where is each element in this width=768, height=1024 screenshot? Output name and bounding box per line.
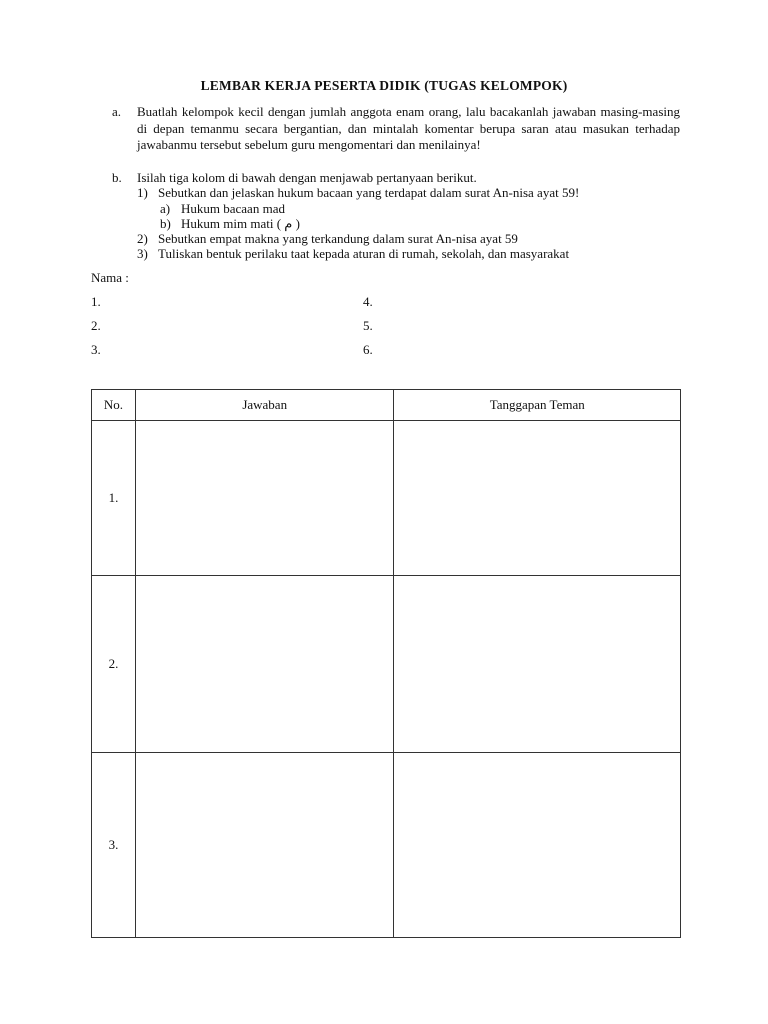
- question-1-sub-a: [160, 201, 285, 217]
- sub-text: Hukum mim mati ( م ): [181, 216, 300, 231]
- question-2: [137, 231, 518, 247]
- question-number: 1): [137, 185, 148, 200]
- row-number: 2.: [92, 576, 136, 753]
- sub-text: Hukum bacaan mad: [181, 201, 285, 216]
- column-header-jawaban: Jawaban: [135, 390, 394, 421]
- member-slot-3[interactable]: 3.: [91, 342, 101, 357]
- nama-label: Nama :: [91, 270, 129, 285]
- column-header-tanggapan: Tanggapan Teman: [394, 390, 681, 421]
- instruction-a: [112, 104, 680, 154]
- column-header-no: No.: [92, 390, 136, 421]
- table-row: [92, 421, 681, 576]
- table-row: [92, 753, 681, 938]
- jawaban-cell[interactable]: [135, 421, 394, 576]
- question-text: Sebutkan empat makna yang terkandung dalam surat An-nisa ayat 59: [158, 231, 518, 246]
- instruction-text: Buatlah kelompok kecil dengan jumlah anggota enam orang, lalu bacakanlah jawaban masing-masing di depan temanmu secara bergantian, dan mintalah komentar berupa saran atau masukan terhadap jawabanmu tersebut sebelum guru mengomentari dan menilainya!: [137, 104, 680, 152]
- table-row: [92, 576, 681, 753]
- question-text: Tuliskan bentuk perilaku taat kepada aturan di rumah, sekolah, dan masyarakat: [158, 246, 570, 261]
- member-slot-2[interactable]: 2.: [91, 318, 101, 333]
- jawaban-cell[interactable]: [135, 753, 394, 938]
- jawaban-cell[interactable]: [135, 576, 394, 753]
- sub-number: a): [160, 201, 171, 216]
- question-3: [137, 246, 569, 262]
- instruction-marker: a.: [112, 104, 122, 119]
- question-number: 2): [137, 231, 148, 246]
- page-title: LEMBAR KERJA PESERTA DIDIK (TUGAS KELOMPOK): [200, 78, 568, 93]
- row-number: 3.: [92, 753, 136, 938]
- instruction-text: Isilah tiga kolom di bawah dengan menjawab pertanyaan berikut.: [137, 170, 477, 185]
- tanggapan-cell[interactable]: [394, 753, 681, 938]
- instruction-marker: b.: [112, 170, 122, 185]
- member-slot-4[interactable]: 4.: [363, 294, 373, 309]
- tanggapan-cell[interactable]: [394, 576, 681, 753]
- sub-number: b): [160, 216, 171, 231]
- question-1: [137, 185, 579, 201]
- row-number: 1.: [92, 421, 136, 576]
- question-1-sub-b: [160, 216, 300, 232]
- table-header-row: [92, 390, 681, 421]
- answer-table: [91, 389, 681, 938]
- tanggapan-cell[interactable]: [394, 421, 681, 576]
- member-slot-6[interactable]: 6.: [363, 342, 373, 357]
- member-slot-1[interactable]: 1.: [91, 294, 101, 309]
- question-text: Sebutkan dan jelaskan hukum bacaan yang terdapat dalam surat An-nisa ayat 59!: [158, 185, 580, 200]
- member-slot-5[interactable]: 5.: [363, 318, 373, 333]
- question-number: 3): [137, 246, 148, 261]
